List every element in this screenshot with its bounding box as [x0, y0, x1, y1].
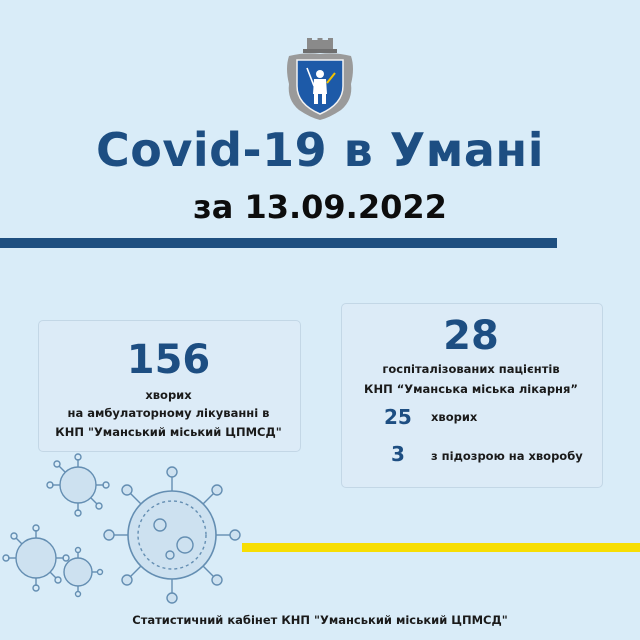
sick-label: хворих	[431, 410, 478, 424]
ambulatory-label-line2: на амбулаторному лікуванні в	[67, 406, 270, 420]
ambulatory-label-line3: КНП "Уманський міський ЦПМСД"	[55, 425, 282, 439]
footer-source: Статистичний кабінет КНП "Уманський міський ЦПМСД"	[132, 613, 508, 627]
suspected-label: з підозрою на хворобу	[431, 449, 583, 463]
virus-illustration-icon	[0, 450, 250, 610]
suspected-count: 3	[391, 442, 405, 466]
ambulatory-count: 156	[126, 337, 211, 383]
coat-of-arms-icon	[283, 38, 357, 120]
report-date: за 13.09.2022	[193, 188, 447, 226]
blue-divider	[0, 238, 557, 248]
hospitalized-count: 28	[443, 313, 499, 359]
yellow-divider	[242, 543, 640, 552]
page-title: Covid-19 в Умані	[96, 123, 544, 177]
sick-count: 25	[384, 405, 412, 429]
hospitalized-label-line1: госпіталізованих пацієнтів	[382, 362, 560, 376]
hospitalized-label-line2: КНП “Уманська міська лікарня”	[364, 382, 578, 396]
ambulatory-label-line1: хворих	[145, 388, 192, 402]
